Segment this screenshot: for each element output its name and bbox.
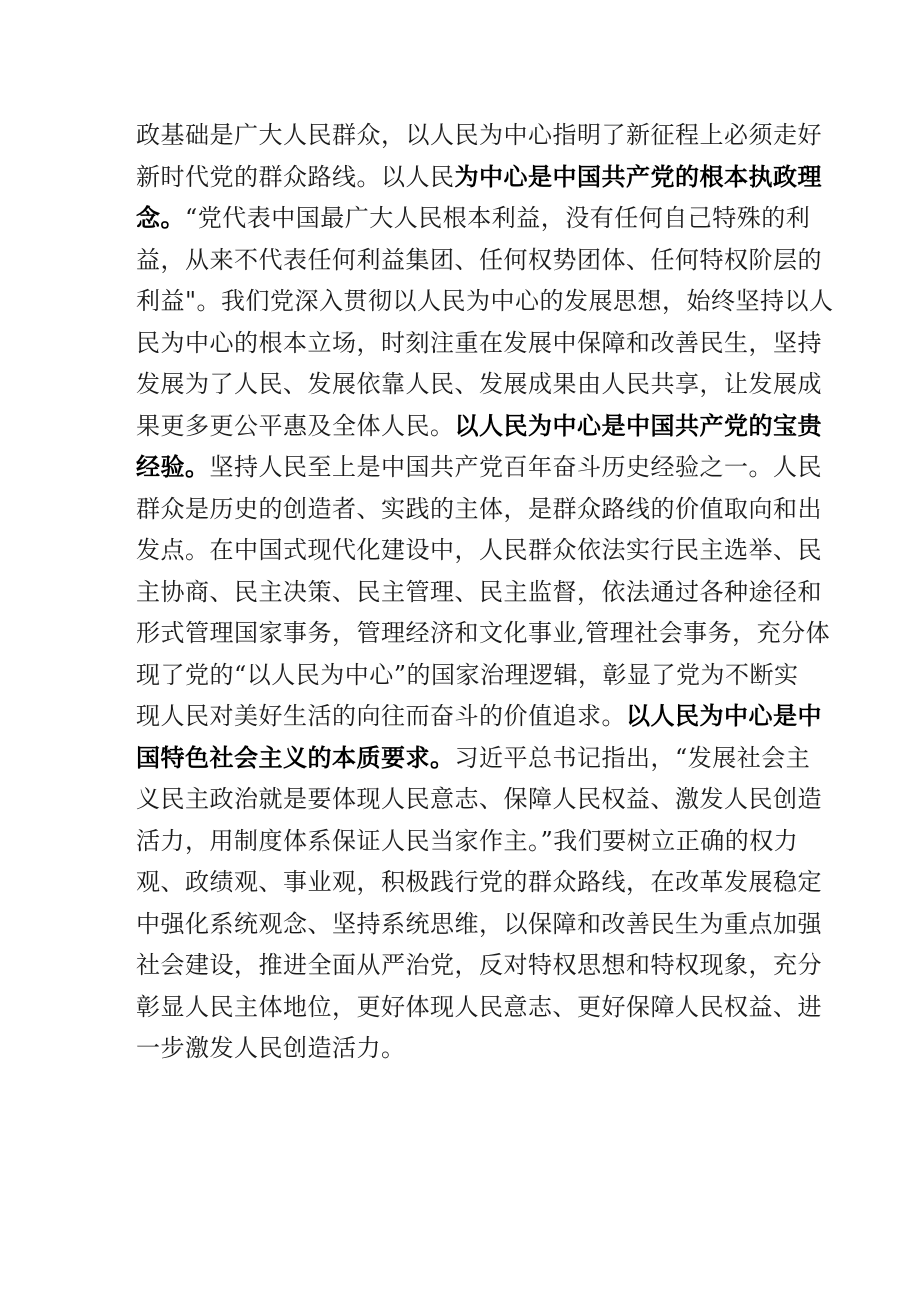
bold-text-run: 以人民为中心是中国共产党的宝贵: [454, 411, 822, 440]
text-line: [136, 323, 822, 365]
text-line: [136, 987, 822, 1029]
text-line: [136, 821, 799, 863]
text-run: 形式管理国家事务，管理经济和文化事业,管理社会事务，充分体: [136, 619, 831, 647]
text-line: [136, 945, 822, 987]
bold-text-run: 以人民为中心是中: [626, 702, 822, 730]
body-paragraph: [136, 115, 834, 1070]
text-line: [136, 157, 822, 199]
text-run: 群众是历史的创造者、实践的主体，是群众路线的价值取向和出: [136, 494, 822, 523]
text-line: [136, 1028, 796, 1070]
bold-text-run: 经验。: [136, 453, 210, 481]
text-line: [136, 364, 822, 406]
text-run: 中强化系统观念、坚持系统思维，以保障和改善民生为重点加强: [136, 909, 822, 938]
text-line: [136, 696, 822, 738]
text-run: 民为中心的根本立场，时刻注重在发展中保障和改善民生，坚持: [136, 328, 822, 357]
text-line: [136, 489, 822, 531]
text-line: [136, 198, 811, 240]
text-run: 社会建设，推进全面从严治党，反对特权思想和特权现象，充分: [136, 951, 822, 979]
text-line: [136, 406, 822, 448]
text-run: 主协商、民主决策、民主管理、民主监督，依法通过各种途径和: [136, 577, 822, 606]
text-run: 观、政绩观、事业观，积极践行党的群众路线，在改革发展稳定: [136, 868, 822, 896]
text-run: 益，从来不代表任何利益集团、任何权势团体、任何特权阶层的: [136, 245, 822, 274]
text-line: [136, 447, 822, 489]
text-run: “党代表中国最广大人民根本利益，没有任何自己特殊的利: [185, 204, 811, 232]
text-run: 活力，用制度体系保证人民当家作主。”我们要树立正确的权力: [136, 826, 799, 855]
text-run: 彰显人民主体地位，更好体现人民意志、更好保障人民权益、进: [136, 992, 822, 1021]
text-line: [136, 904, 822, 946]
text-run: 习近平总书记指出，“发展社会主: [454, 743, 811, 772]
text-run: 发展为了人民、发展依靠人民、发展成果由人民共享，让发展成: [136, 370, 822, 398]
text-line: [136, 572, 822, 614]
text-line: [136, 655, 799, 697]
text-line: [136, 281, 834, 323]
text-run: 新时代党的群众路线。以人民: [136, 162, 455, 191]
text-run: 利益"。我们党深入贯彻以人民为中心的发展思想，始终坚持以人: [136, 287, 834, 315]
text-run: 果更多更公平惠及全体人民。: [136, 411, 455, 440]
text-run: 一步激发人民创造活力。: [136, 1034, 406, 1062]
bold-text-run: 国特色社会主义的本质要求。: [136, 743, 455, 772]
text-line: [136, 738, 811, 780]
text-run: 发点。在中国式现代化建设中，人民群众依法实行民主选举、民: [136, 536, 822, 564]
text-run: 坚持人民至上是中国共产党百年奋斗历史经验之一。人民: [209, 453, 822, 481]
text-line: [136, 240, 822, 282]
text-line: [136, 115, 822, 157]
text-run: 政基础是广大人民群众，以人民为中心指明了新征程上必须走好: [136, 121, 822, 149]
text-run: 现了党的“以人民为中心”的国家治理逻辑，彰显了党为不断实: [136, 660, 799, 689]
bold-text-run: 念。: [136, 204, 185, 232]
text-line: [136, 613, 831, 655]
text-line: [136, 779, 822, 821]
bold-text-run: 为中心是中国共产党的根本执政理: [454, 162, 822, 191]
text-run: 现人民对美好生活的向往而奋斗的价值追求。: [136, 702, 626, 730]
text-line: [136, 862, 822, 904]
text-run: 义民主政治就是要体现人民意志、保障人民权益、激发人民创造: [136, 785, 822, 813]
text-line: [136, 530, 822, 572]
